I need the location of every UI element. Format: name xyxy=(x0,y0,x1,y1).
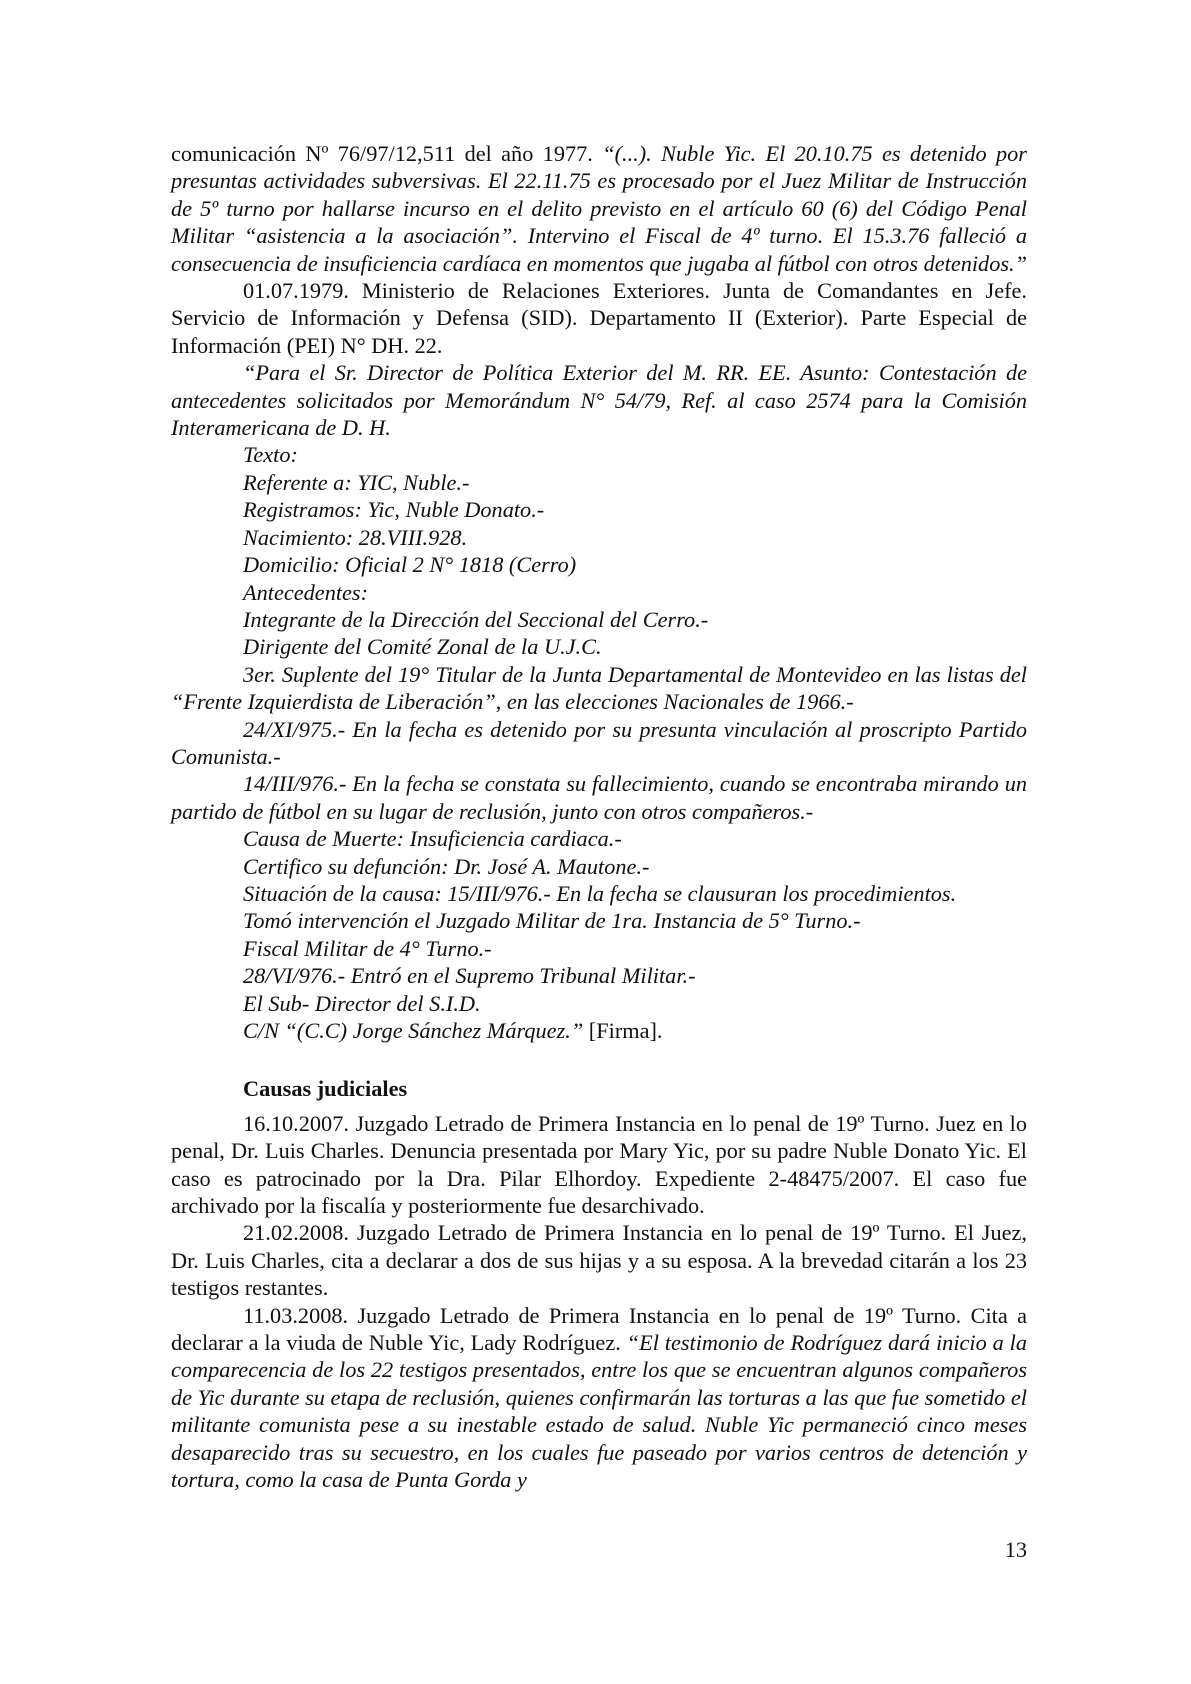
record-line: 28/VI/976.- Entró en el Supremo Tribunal Militar.- xyxy=(243,963,696,989)
paragraph-case-2008-feb: 21.02.2008. Juzgado Letrado de Primera Instancia en lo penal de 19º Turno. El Juez, Dr. Luis Charles, cita a declarar a dos de sus hijas y a su esposa. A la brevedad citarán a los 23 testigos restantes. xyxy=(171,1220,1027,1301)
page-number: 13 xyxy=(1004,1537,1027,1562)
paragraph-case-2007: 16.10.2007. Juzgado Letrado de Primera Instancia en lo penal de 19º Turno. Juez en lo penal, Dr. Luis Charles. Denuncia presentada por Mary Yic, por su padre Nuble Donato Yic. El caso es patrocinado por la Dra. Pilar Elhordoy. Expediente 2-48475/2007. El caso fue archivado por la fiscalía y posteriormente fue desarchivado. xyxy=(171,1110,1027,1219)
document-page xyxy=(171,140,1027,1494)
record-line: Registramos: Yic, Nuble Donato.- xyxy=(243,497,545,523)
record-line: Nacimiento: 28.VIII.928. xyxy=(243,524,468,550)
record-line: Certifico su defunción: Dr. José A. Mautone.- xyxy=(243,853,650,879)
paragraph-suplente: 3er. Suplente del 19° Titular de la Junta Departamental de Montevideo en las listas del “Frente Izquierdista de Liberación”, en las elecciones Nacionales de 1966.- xyxy=(171,661,1027,715)
record-line: Causa de Muerte: Insuficiencia cardiaca.- xyxy=(243,826,622,852)
record-line: Tomó intervención el Juzgado Militar de 1ra. Instancia de 5° Turno.- xyxy=(243,908,861,934)
paragraph-communication: comunicación Nº 76/97/12,511 del año 1977. “(...). Nuble Yic. El 20.10.75 es detenido por presuntas actividades subversivas. El 22.11.75 es procesado por el Juez Militar de Instrucción de 5º turno por hallarse incurso en el delito previsto en el artículo 60 (6) del Código Penal Militar “asistencia a la asociación”. Intervino el Fiscal de 4º turno. El 15.3.76 falleció a consecuencia de insuficiencia cardíaca en momentos que jugaba al fútbol con otros detenidos.” xyxy=(171,141,1028,276)
section-heading: Causas judiciales xyxy=(243,1076,408,1102)
record-line: Dirigente del Comité Zonal de la U.J.C. xyxy=(243,634,602,660)
record-line: Texto: xyxy=(243,442,298,468)
paragraph-detention: 24/XI/975.- En la fecha es detenido por su presunta vinculación al proscripto Partido Comunista.- xyxy=(171,716,1027,769)
record-line: Situación de la causa: 15/III/976.- En la fecha se clausuran los procedimientos. xyxy=(243,880,957,906)
record-line: Referente a: YIC, Nuble.- xyxy=(243,469,470,495)
signature-line: C/N “(C.C) Jorge Sánchez Márquez.” [Firma]. xyxy=(243,1018,663,1043)
record-line: Fiscal Militar de 4° Turno.- xyxy=(243,935,492,961)
paragraph-case-2008-mar: 11.03.2008. Juzgado Letrado de Primera Instancia en lo penal de 19º Turno. Cita a declarar a la viuda de Nuble Yic, Lady Rodríguez. “El testimonio de Rodríguez dará inicio a la comparecencia de los 22 testigos presentados, entre los que se encuentran algunos compañeros de Yic durante su etapa de reclusión, quienes confirmarán las torturas a las que fue sometido el militante comunista pese a su inestable estado de salud. Nuble Yic permaneció cinco meses desaparecido tras su secuestro, en los cuales fue paseado por varios centros de detención y tortura, como la casa de Punta Gorda y xyxy=(171,1302,1027,1493)
paragraph-ministry-report: 01.07.1979. Ministerio de Relaciones Exteriores. Junta de Comandantes en Jefe. Servicio de Información y Defensa (SID). Departamento II (Exterior). Parte Especial de Información (PEI) N° DH. 22. xyxy=(171,278,1027,358)
quoted-text: “El testimonio de Rodríguez dará inicio a la comparecencia de los 22 testigos presentados, entre los que se encuentran algunos compañeros de Yic durante su etapa de reclusión, quienes confirmarán las torturas a las que fue sometido el militante comunista pese a su inestable estado de salud. Nuble Yic permaneció cinco meses desaparecido tras su secuestro, en los cuales fue paseado por varios centros de detención y tortura, como la casa de Punta Gorda y xyxy=(171,1330,1027,1493)
record-line: El Sub- Director del S.I.D. xyxy=(243,990,481,1016)
record-line: Integrante de la Dirección del Seccional del Cerro.- xyxy=(243,606,709,632)
record-line: Antecedentes: xyxy=(243,579,369,605)
quoted-text: “(...). Nuble Yic. El 20.10.75 es detenido por presuntas actividades subversivas. El 22.11.75 es procesado por el Juez Militar de Instrucción de 5º turno por hallarse incurso en el delito previsto en el artículo 60 (6) del Código Penal Militar “asistencia a la asociación”. Intervino el Fiscal de 4º turno. El 15.3.76 falleció a consecuencia de insuficiencia cardíaca en momentos que jugaba al fútbol con otros detenidos.” xyxy=(171,141,1028,276)
paragraph-memorandum-quote: “Para el Sr. Director de Política Exterior del M. RR. EE. Asunto: Contestación de antecedentes solicitados por Memorándum N° 54/79, Ref. al caso 2574 para la Comisión Interamericana de D. H. xyxy=(171,360,1027,441)
paragraph-death: 14/III/976.- En la fecha se constata su fallecimiento, cuando se encontraba mirando un partido de fútbol en su lugar de reclusión, junto con otros compañeros.- xyxy=(171,771,1027,824)
record-line: Domicilio: Oficial 2 N° 1818 (Cerro) xyxy=(243,552,577,578)
